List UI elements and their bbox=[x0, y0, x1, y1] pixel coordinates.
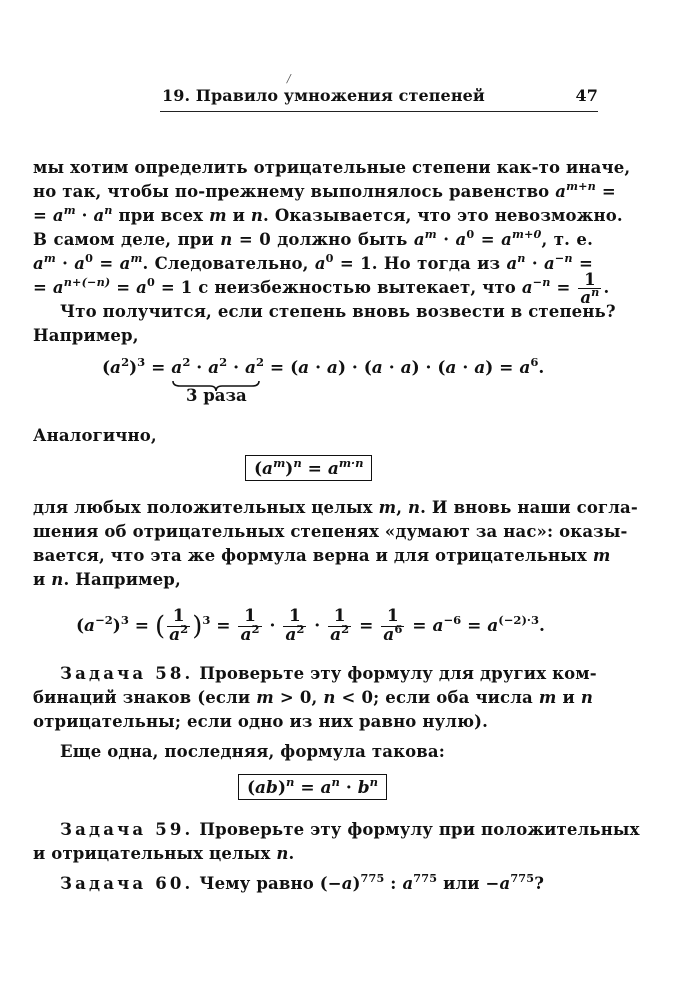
text-line: Например, bbox=[33, 326, 139, 345]
task-59-line: Задача 59. Проверьте эту формулу при положительных bbox=[60, 820, 640, 839]
boxed-formula-power-rule: $(a^m)^n = a^{m\cdot n}$ bbox=[245, 455, 372, 481]
underbrace-label: 3 раза bbox=[186, 386, 247, 405]
boxed-formula-product-rule: $(ab)^n = a^n \cdot b^n$ bbox=[238, 774, 387, 800]
text-line: = $a^m \cdot a^n$ при всех m и n. Оказывается, что это невозможно. bbox=[33, 202, 623, 225]
task-58-line: бинаций знаков (если m > 0, n < 0; если оба числа m и n bbox=[33, 688, 594, 707]
running-header bbox=[162, 86, 598, 105]
stray-mark: / bbox=[287, 72, 291, 85]
text-line: вается, что эта же формула верна и для отрицательных m bbox=[33, 546, 611, 565]
text-line: $a^m \cdot a^0 = a^m$. Следовательно, $a^0 = 1$. Но тогда из $a^n \cdot a^{-n}$ = bbox=[33, 250, 593, 273]
text-line: Аналогично, bbox=[33, 426, 157, 445]
text-line: мы хотим определить отрицательные степени как-то иначе, bbox=[33, 158, 631, 177]
text-line: Еще одна, последняя, формула такова: bbox=[60, 742, 446, 761]
task-60-line: Задача 60. Чему равно $(-a)^{775}$ : $a^{775}$ или $-a^{775}$? bbox=[60, 870, 545, 893]
text-line: для любых положительных целых m, n. И вновь наши согла- bbox=[33, 498, 638, 517]
text-line: но так, чтобы по-прежнему выполнялось равенство $a^{m+n}$ = bbox=[33, 178, 616, 201]
text-line: шения об отрицательных степенях «думают за нас»: оказы- bbox=[33, 522, 628, 541]
page-number: 47 bbox=[575, 86, 598, 105]
equation-negative-powers: $(a^{-2})^3$ = ( $\frac{1}{a^2}$ )$^3$ = $\frac{1}{a^2}$ · $\frac{1}{a^2}$ · $\frac{1}{a^2}$ = $\frac{1}{a^6}$ = $a^{-6} = a^{(-2)\cdot 3}$. bbox=[76, 606, 545, 645]
task-58-line: отрицательны; если одно из них равно нулю). bbox=[33, 712, 489, 731]
text-line: В самом деле, при n = 0 должно быть $a^m \cdot a^0 = a^{m+0}$, т. е. bbox=[33, 226, 593, 249]
header-rule bbox=[160, 111, 598, 112]
text-line: Что получится, если степень вновь возвести в степень? bbox=[60, 302, 616, 321]
task-59-line: и отрицательных целых n. bbox=[33, 844, 295, 863]
text-line: и n. Например, bbox=[33, 570, 181, 589]
text-line: = $a^{n+(-n)} = a^0 = 1$ с неизбежностью вытекает, что $a^{-n}$ = $\frac{1}{a^n}$ . bbox=[33, 269, 610, 307]
task-58-line: Задача 58. Проверьте эту формулу для других ком- bbox=[60, 664, 597, 683]
chapter-title: 19. Правило умножения степеней bbox=[162, 86, 485, 105]
equation-power-of-power: $(a^2)^3 = a^2 \cdot a^2 \cdot a^2 = (a \cdot a) \cdot (a \cdot a) \cdot (a \cdot a) = a^6$. bbox=[102, 354, 545, 378]
